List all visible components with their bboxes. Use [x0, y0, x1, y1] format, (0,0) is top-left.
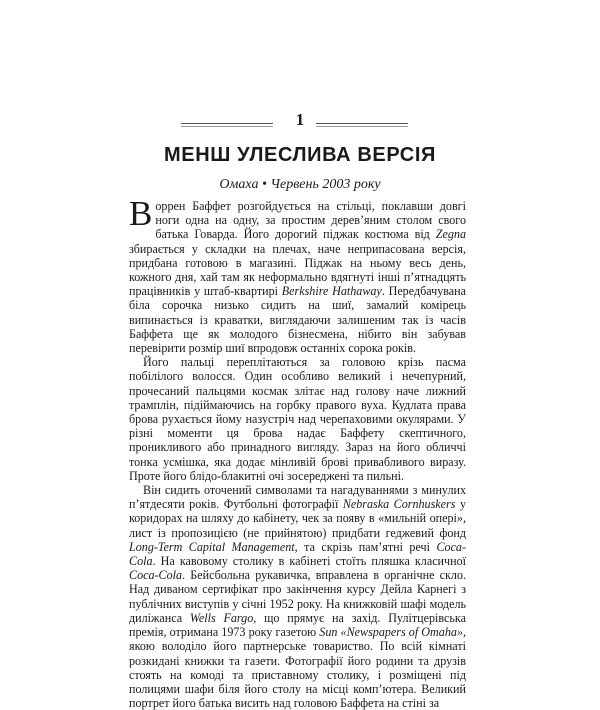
text-run: у коридорах на шляху до кабінету, чек за появу в «мильній опері», лист із пропозицією (не прийнятою) придбати геджевий фонд — [129, 497, 466, 540]
text-run: оррен Баффет розгойдується на стільці, поклавши довгі ноги одна на одну, за простим дерев’яним столом свого батька Говарда. Його дорогий піджак костюма від — [155, 199, 466, 242]
italic-run: Zegna — [435, 227, 466, 242]
text-run: , що прямує на захід. Пулітцерівська премія, отримана 1973 року газетою — [129, 610, 466, 640]
paragraph-2 — [129, 355, 466, 483]
italic-run: Coca-Cola — [129, 539, 467, 569]
text-run: Його пальці переплітаються за головою крізь пасма побілілого волосся. Один особливо великий і нечепурний, прочесаний пальцями космак злітає над голову наче лижний трамплін, підіймаючись на горбку правого вуха. Кудлата права брова рухається йому назустріч над черепаховими окулярами. У різні моменти ця брова надає Баффету скептичного, проникливого або принадного вигляду. Зараз на його обличчі тонка усмішка, яка додає мінливій брові привабливого виразу. Проте його блідо-блакитні очі зосереджені та пильні. — [129, 355, 466, 483]
text-run: збирається у складки на плечах, наче неприпасована версія, придбана готовою в магазині. Піджак на ньому весь день, кожного дня, хай там як неформально вдягнуті інші п’ятнадцять працівників у штаб-квартирі — [129, 241, 466, 299]
chapter-subtitle: Омаха • Червень 2003 року — [219, 177, 381, 192]
italic-run: Nebraska Cornhuskers — [342, 497, 456, 512]
italic-run: Long-Term Capital Management — [129, 539, 295, 554]
text-run: . Передбачувана біла сорочка низько сидить на шиї, замалий комірець випинається із краватки, виглядаючи залишеним так із часів Баффета ще як молодого бізнесмена, нібито він забував перевірити розмір шиї впродовж останніх сорока років. — [129, 284, 467, 356]
drop-cap: В — [129, 194, 153, 233]
text-run: Він сидить оточений символами та нагадуваннями з минулих п’ятдесяти років. Футбольні фотографії — [129, 483, 466, 512]
italic-run: Coca-Cola — [129, 568, 183, 583]
text-run: . На кавовому столику в кабінеті стоїть пляшка класичної — [152, 554, 466, 569]
italic-run: Wells Fargo — [189, 610, 254, 625]
text-run: , та скрізь пам’ятні речі — [294, 539, 437, 554]
paragraph-1 — [129, 194, 467, 356]
chapter-number: 1 — [295, 110, 305, 129]
body-text — [129, 194, 467, 710]
text-run: . Бейсбольна рукавичка, вправлена в органічне скло. Над диваном сертифікат про закінчення курсу Дейла Карнегі з публічних виступів у січні 1952 року. На книжковій шафі модель диліжанса — [129, 568, 466, 625]
paragraph-3 — [129, 483, 466, 710]
italic-run: Berkshire Hathaway — [281, 284, 382, 299]
text-run: , якою володіло його партнерське товариство. По всій кімнаті розкидані книжки та газети. Фотографії його родини та друзів стоять на комоді та приставному столику, і розміщені під полицями шафи біля його столу на місці комп’ютера. Великий портрет його батька висить над головою Баффета на стіні за — [129, 625, 466, 710]
italic-run: Sun «Newspapers of Omaha» — [319, 625, 463, 640]
chapter-title: МЕНШ УЛЕСЛИВА ВЕРСІЯ — [164, 144, 436, 166]
